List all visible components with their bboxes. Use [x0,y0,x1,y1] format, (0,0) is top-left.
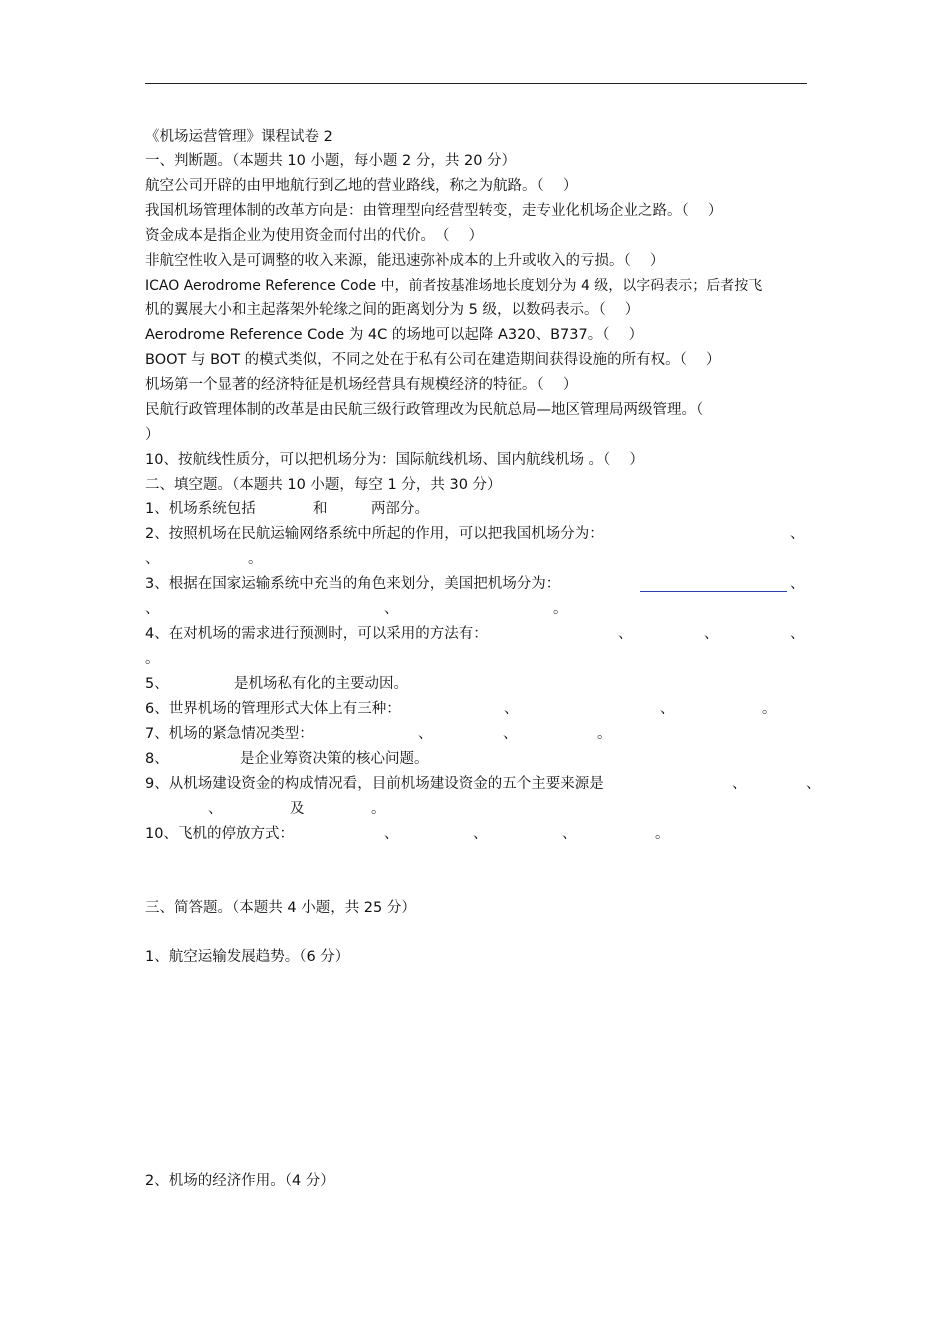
fill-q3-end: 。 [553,601,568,617]
judge-q4: 非航空性收入是可调整的收入来源，能迅速弥补成本的上升或收入的亏损。（ ） [145,253,665,269]
section2-heading: 二、填空题。（本题共 10 小题，每空 1 分，共 30 分） [145,477,502,493]
fill-q3-text: 3、根据在国家运输系统中充当的角色来划分，美国把机场分为： [145,576,561,592]
fill-q3-sep3: 、 [384,601,399,617]
fill-q9-and: 及 [290,801,305,817]
section1-heading: 一、判断题。（本题共 10 小题，每小题 2 分，共 20 分） [145,153,517,169]
fill-q6-sep2: 、 [660,701,675,717]
fill-q1-and: 和 [313,501,328,517]
judge-q1: 航空公司开辟的由甲地航行到乙地的营业路线，称之为航路。（ ） [145,178,578,194]
fill-q9-end: 。 [371,801,386,817]
short-answer-q1: 1、航空运输发展趋势。（6 分） [145,949,350,965]
fill-q7-sep1: 、 [418,726,433,742]
judge-q9-line1: 民航行政管理体制的改革是由民航三级行政管理改为民航总局—地区管理局两级管理。（ [145,402,704,418]
short-answer-q2: 2、机场的经济作用。（4 分） [145,1173,335,1189]
fill-q6-end: 。 [762,701,777,717]
fill-q7-text: 7、机场的紧急情况类型： [145,726,314,742]
fill-q3-sep: 、 [790,576,805,592]
fill-q9-text: 9、从机场建设资金的构成情况看，目前机场建设资金的五个主要来源是 [145,776,604,792]
fill-q5-text: 是机场私有化的主要动因。 [234,676,408,692]
fill-q8-prefix: 8、 [145,751,169,767]
fill-q8-text: 是企业筹资决策的核心问题。 [240,751,429,767]
fill-q4-sep2: 、 [704,626,719,642]
fill-q10-sep1: 、 [384,826,399,842]
fill-q3-sep2: 、 [145,601,160,617]
fill-q3-blank-underline [640,591,787,592]
fill-q7-end: 。 [597,726,612,742]
fill-q4-text: 4、在对机场的需求进行预测时，可以采用的方法有： [145,626,488,642]
judge-q2: 我国机场管理体制的改革方向是：由管理型向经营型转变，走专业化机场企业之路。（ ） [145,203,723,219]
judge-q8: 机场第一个显著的经济特征是机场经营具有规模经济的特征。（ ） [145,377,578,393]
fill-q2-sep2: 、 [145,551,160,567]
fill-q6-text: 6、世界机场的管理形式大体上有三种： [145,701,401,717]
section3-heading: 三、简答题。（本题共 4 小题，共 25 分） [145,900,416,916]
judge-q5-line2: 机的翼展大小和主起落架外轮缘之间的距离划分为 5 级，以数码表示。（ ） [145,302,640,318]
judge-q6: Aerodrome Reference Code 为 4C 的场地可以起降 A320、B737。（ ） [145,327,644,343]
fill-q9-sep3: 、 [208,801,223,817]
judge-q5-line1: ICAO Aerodrome Reference Code 中，前者按基准场地长度划分为 4 级，以字码表示；后者按飞 [145,278,763,294]
fill-q1-prefix: 1、机场系统包括 [145,501,256,517]
fill-q1-suffix: 两部分。 [371,501,429,517]
fill-q9-sep2: 、 [806,776,821,792]
fill-q2-end: 。 [248,551,263,567]
fill-q10-sep2: 、 [473,826,488,842]
fill-q7-sep2: 、 [503,726,518,742]
fill-q6-sep1: 、 [504,701,519,717]
header-rule [145,83,807,84]
judge-q10: 10、按航线性质分，可以把机场分为：国际航线机场、国内航线机场 。（ ） [145,452,644,468]
exam-title: 《机场运营管理》课程试卷 2 [145,129,333,145]
judge-q3: 资金成本是指企业为使用资金而付出的代价。 （ ） [145,228,484,244]
fill-q4-sep3: 、 [790,626,805,642]
fill-q5-prefix: 5、 [145,676,169,692]
fill-q4-end: 。 [145,651,160,667]
fill-q9-sep1: 、 [732,776,747,792]
fill-q10-end: 。 [655,826,670,842]
fill-q2-sep: 、 [790,526,805,542]
judge-q9-line2: ） [145,427,160,443]
fill-q4-sep1: 、 [618,626,633,642]
fill-q2-text: 2、按照机场在民航运输网络系统中所起的作用，可以把我国机场分为： [145,526,604,542]
fill-q10-text: 10、飞机的停放方式： [145,826,294,842]
judge-q7: BOOT 与 BOT 的模式类似，不同之处在于私有公司在建造期间获得设施的所有权。（ ） [145,352,721,368]
fill-q10-sep3: 、 [562,826,577,842]
